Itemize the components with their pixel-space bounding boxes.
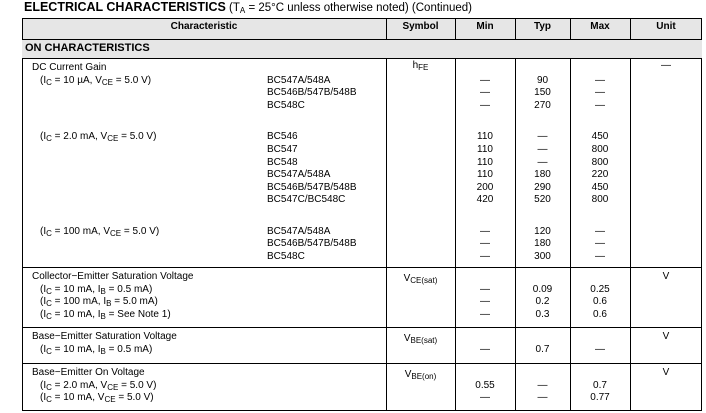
hfe-condition: ($I_C = 2.0$ mA, $V_{CE} = 5.0$ V) [40, 131, 157, 144]
vce-sat-label: Collector−Emitter Saturation Voltage [32, 271, 194, 282]
hfe-typ-value: 180 [534, 169, 551, 181]
column-divider-header-0 [386, 18, 387, 39]
hfe-min-value: 200 [476, 181, 494, 193]
header-typ: Typ [533, 21, 552, 32]
vbe-on-symbol: $V_{BE(on)}$ [404, 369, 437, 381]
table-border-right [701, 58, 702, 411]
hfe-typ-value: — [537, 131, 548, 143]
hfe-typ-value: 90 [536, 74, 549, 86]
column-divider-header-1 [455, 18, 456, 39]
vce-sat-condition: ($I_C = 100$ mA, $I_B = 5.0$ mA) [40, 296, 158, 309]
section-divider [22, 58, 702, 59]
vbe-sat-unit: V [662, 331, 670, 342]
vbe-on-label: Base−Emitter On Voltage [32, 367, 145, 378]
vbe-on-min-value: 0.55 [475, 379, 495, 391]
hfe-part-number: BC548 [267, 156, 298, 168]
section-on-characteristics: ON CHARACTERISTICS [25, 42, 150, 54]
vce-sat-max-value: 0.6 [593, 296, 607, 308]
table-border-left-header [22, 18, 23, 39]
hfe-max-value: 450 [591, 181, 609, 193]
hfe-part-number: BC546B/547B/548B [267, 238, 357, 250]
vbe-on-min-value: — [480, 392, 490, 404]
table-border-right-header [701, 18, 702, 39]
hfe-min-value: — [480, 225, 490, 237]
vbe-on-max-value: 0.7 [593, 379, 607, 391]
header-divider [22, 39, 702, 40]
title-cond-sub: A [239, 6, 246, 15]
hfe-typ-value: — [537, 143, 548, 155]
vce-sat-typ-value: 0.09 [532, 283, 553, 295]
header-max: Max [590, 21, 610, 32]
hfe-min-value: — [480, 238, 490, 250]
hfe-unit: — [661, 60, 671, 71]
dc-current-gain-label: DC Current Gain [32, 62, 107, 73]
hfe-max-value: 450 [591, 131, 609, 143]
hfe-min-value: — [480, 74, 490, 86]
hfe-typ-value: 300 [534, 251, 551, 262]
hfe-max-value: — [595, 87, 605, 99]
vbe-sat-min-value: — [480, 343, 490, 355]
hfe-typ-value: 180 [534, 238, 551, 250]
header-symbol: Symbol [402, 21, 439, 32]
header-unit: Unit [656, 21, 676, 32]
vbe-sat-typ-value: 0.7 [535, 343, 550, 355]
vbe-sat-max-value: — [595, 343, 605, 355]
column-divider-header-3 [570, 18, 571, 39]
vce-sat-max-value: 0.6 [593, 308, 607, 320]
hfe-max-value: 800 [591, 143, 609, 155]
hfe-symbol: $h_{FE}$ [412, 60, 429, 72]
hfe-min-value: 110 [477, 169, 493, 181]
vbe-on-typ-value: — [537, 379, 548, 391]
hfe-part-number: BC547A/548A [267, 225, 331, 237]
vbe-sat-label: Base−Emitter Saturation Voltage [32, 331, 177, 342]
hfe-part-number: BC547 [267, 143, 298, 155]
title-main: ELECTRICAL CHARACTERISTICS [24, 0, 226, 14]
hfe-max-value: — [595, 74, 605, 86]
hfe-min-value: — [480, 251, 490, 262]
vce-sat-condition: ($I_C = 10$ mA, $I_B$ = See Note 1) [40, 308, 171, 321]
hfe-typ-value: 290 [534, 181, 551, 193]
hfe-max-value: — [595, 99, 605, 111]
hfe-part-number: BC546B/547B/548B [267, 181, 357, 193]
characteristics-table [22, 18, 702, 411]
vbe-on-typ-value: — [537, 392, 548, 404]
vbe-on-condition: ($I_C = 10$ mA, $V_{CE} = 5.0$ V) [40, 392, 154, 405]
vce-sat-unit: V [662, 271, 670, 282]
header-min: Min [476, 21, 494, 32]
row-divider-0 [22, 267, 702, 268]
hfe-typ-value: 120 [534, 225, 551, 237]
column-divider-0 [386, 58, 387, 411]
hfe-min-value: 110 [477, 156, 493, 168]
hfe-max-value: — [595, 238, 605, 250]
hfe-max-value: — [595, 225, 605, 237]
vce-sat-typ-value: 0.3 [535, 308, 550, 320]
vce-sat-symbol: $V_{CE(sat)}$ [403, 273, 438, 285]
hfe-typ-value: 150 [534, 87, 551, 99]
title-cond-rest: = 25°C unless otherwise noted) (Continued) [245, 2, 473, 14]
hfe-part-number: BC546B/547B/548B [267, 87, 357, 99]
title-cond-open: (T [225, 2, 240, 14]
vce-sat-max-value: 0.25 [590, 283, 610, 295]
vce-sat-typ-value: 0.2 [535, 296, 550, 308]
hfe-part-number: BC546 [267, 131, 298, 143]
hfe-part-number: BC548C [267, 251, 305, 262]
hfe-max-value: 800 [591, 194, 609, 206]
vbe-sat-condition: ($I_C = 10$ mA, $I_B = 0.5$ mA) [40, 343, 153, 356]
table-border-top [22, 18, 702, 19]
hfe-condition: ($I_C = 10$ µA, $V_{CE} = 5.0$ V) [40, 74, 152, 87]
hfe-typ-value: — [537, 156, 548, 168]
hfe-min-value: 110 [477, 143, 493, 155]
vce-sat-condition: ($I_C = 10$ mA, $I_B = 0.5$ mA) [40, 283, 153, 296]
hfe-condition: ($I_C = 100$ mA, $V_{CE} = 5.0$ V) [40, 225, 160, 238]
vce-sat-min-value: — [480, 308, 490, 320]
vce-sat-min-value: — [480, 283, 490, 295]
hfe-part-number: BC548C [267, 99, 305, 111]
hfe-part-number: BC547A/548A [267, 74, 331, 86]
table-border-left [22, 58, 23, 411]
hfe-min-value: — [480, 87, 490, 99]
vbe-on-unit: V [662, 367, 670, 378]
header-characteristic: Characteristic [170, 21, 238, 32]
vbe-sat-symbol: $V_{BE(sat)}$ [403, 333, 438, 345]
table-border-bottom [22, 410, 702, 411]
row-divider-2 [22, 363, 702, 364]
column-divider-header-4 [630, 18, 631, 39]
hfe-part-number: BC547A/548A [267, 169, 331, 181]
hfe-min-value: 110 [477, 131, 493, 143]
row-divider-1 [22, 327, 702, 328]
vbe-on-max-value: 0.77 [590, 392, 610, 404]
hfe-max-value: 220 [591, 169, 609, 181]
hfe-max-value: 800 [591, 156, 609, 168]
column-divider-4 [630, 58, 631, 411]
vbe-on-condition: ($I_C = 2.0$ mA, $V_{CE} = 5.0$ V) [40, 379, 157, 392]
hfe-min-value: — [480, 99, 490, 111]
hfe-typ-value: 270 [534, 99, 551, 111]
hfe-typ-value: 520 [534, 194, 551, 206]
vce-sat-min-value: — [480, 296, 490, 308]
column-divider-header-2 [515, 18, 516, 39]
hfe-part-number: BC547C/BC548C [267, 194, 346, 206]
hfe-min-value: 420 [476, 194, 494, 206]
table-title [24, 0, 472, 18]
hfe-max-value: — [595, 251, 605, 262]
